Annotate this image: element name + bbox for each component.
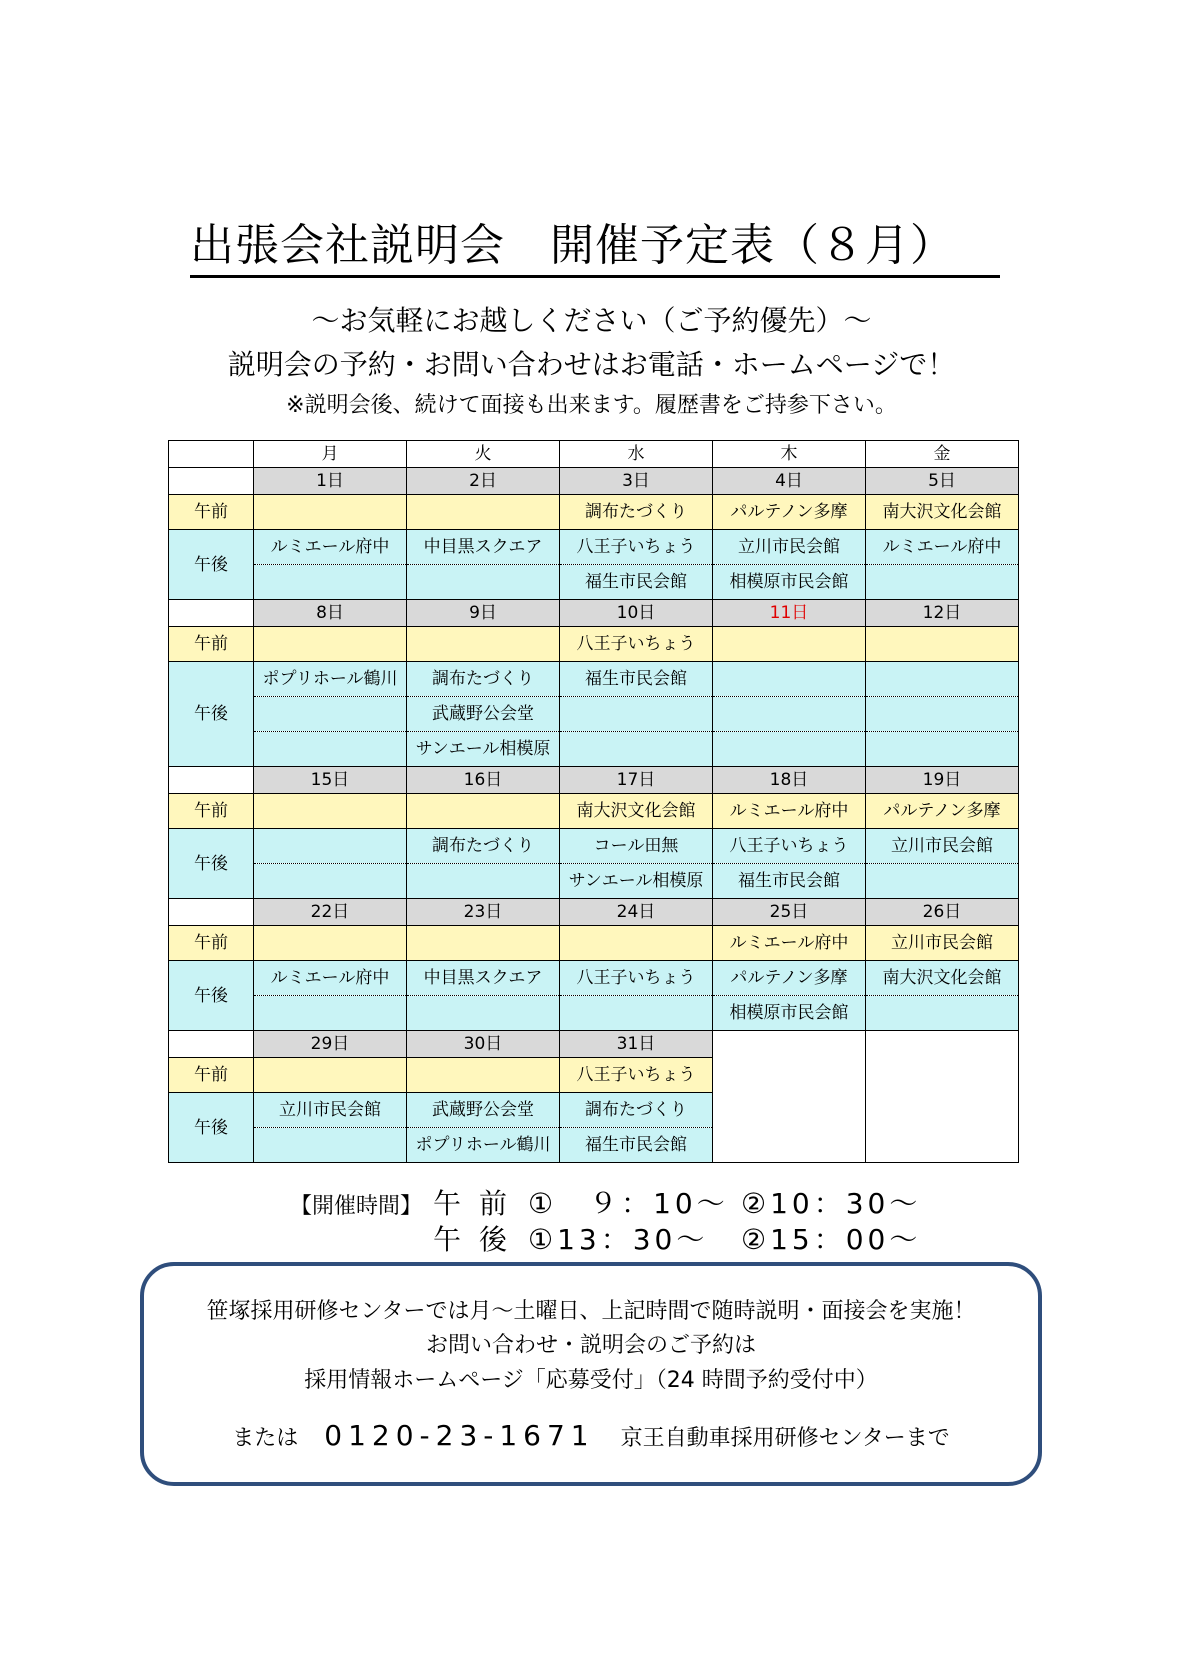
date-cell: 15日 bbox=[254, 767, 407, 794]
date-cell: 1日 bbox=[254, 468, 407, 495]
am-label: 午前 bbox=[169, 627, 254, 662]
pm-venue-cell bbox=[866, 732, 1019, 767]
am-venue-cell: 立川市民会館 bbox=[866, 926, 1019, 961]
pm-venue-cell bbox=[866, 864, 1019, 899]
pm-venue-cell: 相模原市民会館 bbox=[713, 565, 866, 600]
weekday-header-row bbox=[169, 441, 1019, 468]
pm-venue-cell bbox=[254, 864, 407, 899]
pm-venue-cell bbox=[560, 697, 713, 732]
date-cell: 3日 bbox=[560, 468, 713, 495]
pm-venue-cell: 調布たづくり bbox=[560, 1093, 713, 1128]
pm-venue-cell: コール田無 bbox=[560, 829, 713, 864]
info-box bbox=[140, 1262, 1042, 1486]
pm-venue-cell bbox=[713, 697, 866, 732]
pm-session-1: ①13：30～ bbox=[528, 1223, 709, 1256]
empty-cell bbox=[713, 1031, 866, 1163]
pm-row bbox=[169, 697, 1019, 732]
date-cell: 16日 bbox=[407, 767, 560, 794]
pm-venue-cell bbox=[866, 662, 1019, 697]
date-cell: 29日 bbox=[254, 1031, 407, 1058]
info-line-3: 採用情報ホームページ「応募受付」（24 時間予約受付中） bbox=[304, 1368, 878, 1393]
am-venue-cell: 調布たづくり bbox=[560, 495, 713, 530]
date-row bbox=[169, 1031, 1019, 1058]
pm-venue-cell bbox=[407, 565, 560, 600]
date-cell: 25日 bbox=[713, 899, 866, 926]
date-row-blank-cell bbox=[169, 899, 254, 926]
date-row bbox=[169, 767, 1019, 794]
date-cell: 17日 bbox=[560, 767, 713, 794]
schedule-table bbox=[168, 440, 1019, 1163]
date-cell: 11日 bbox=[713, 600, 866, 627]
pm-venue-cell bbox=[254, 732, 407, 767]
pm-venue-cell: パルテノン多摩 bbox=[713, 961, 866, 996]
session-times-pm bbox=[290, 1222, 921, 1258]
date-cell: 12日 bbox=[866, 600, 1019, 627]
pm-venue-cell: 八王子いちょう bbox=[560, 961, 713, 996]
pm-venue-cell: 八王子いちょう bbox=[560, 530, 713, 565]
am-venue-cell: ルミエール府中 bbox=[713, 794, 866, 829]
am-time-label: 午前 bbox=[433, 1187, 526, 1220]
am-venue-cell: 八王子いちょう bbox=[560, 627, 713, 662]
weekday-fri: 金 bbox=[866, 441, 1019, 468]
pm-venue-cell: サンエール相模原 bbox=[407, 732, 560, 767]
pm-label: 午後 bbox=[169, 1093, 254, 1163]
pm-venue-cell: 福生市民会館 bbox=[713, 864, 866, 899]
date-cell: 2日 bbox=[407, 468, 560, 495]
weekday-wed: 水 bbox=[560, 441, 713, 468]
pm-venue-cell: ルミエール府中 bbox=[254, 961, 407, 996]
subtitle-invite: ～お気軽にお越しください（ご予約優先）～ bbox=[311, 304, 872, 337]
pm-venue-cell: 調布たづくり bbox=[407, 662, 560, 697]
pm-label: 午後 bbox=[169, 829, 254, 899]
am-session-1: ① ９：10～ bbox=[528, 1187, 729, 1220]
pm-venue-cell bbox=[254, 697, 407, 732]
am-venue-cell: 南大沢文化会館 bbox=[866, 495, 1019, 530]
date-cell: 26日 bbox=[866, 899, 1019, 926]
am-venue-cell: パルテノン多摩 bbox=[713, 495, 866, 530]
date-cell: 18日 bbox=[713, 767, 866, 794]
pm-venue-cell: 福生市民会館 bbox=[560, 662, 713, 697]
date-row bbox=[169, 468, 1019, 495]
am-venue-cell bbox=[560, 926, 713, 961]
pm-venue-cell bbox=[254, 996, 407, 1031]
pm-row bbox=[169, 864, 1019, 899]
date-cell: 4日 bbox=[713, 468, 866, 495]
pm-row bbox=[169, 961, 1019, 996]
date-row bbox=[169, 600, 1019, 627]
page-title: 出張会社説明会 開催予定表（８月） bbox=[190, 218, 1000, 278]
am-row bbox=[169, 794, 1019, 829]
pm-venue-cell bbox=[407, 996, 560, 1031]
date-row-blank-cell bbox=[169, 600, 254, 627]
pm-venue-cell bbox=[560, 996, 713, 1031]
pm-venue-cell: ルミエール府中 bbox=[254, 530, 407, 565]
pm-venue-cell bbox=[254, 829, 407, 864]
pm-venue-cell bbox=[866, 565, 1019, 600]
date-row-blank-cell bbox=[169, 767, 254, 794]
am-venue-cell bbox=[254, 627, 407, 662]
date-row bbox=[169, 899, 1019, 926]
am-venue-cell bbox=[407, 627, 560, 662]
am-venue-cell bbox=[407, 1058, 560, 1093]
info-phone-line bbox=[144, 1420, 1038, 1455]
date-cell: 19日 bbox=[866, 767, 1019, 794]
am-venue-cell bbox=[254, 926, 407, 961]
pm-venue-cell: 立川市民会館 bbox=[713, 530, 866, 565]
subtitle-contact: 説明会の予約・お問い合わせはお電話・ホームページで！ bbox=[227, 348, 956, 381]
interview-note: ※説明会後、続けて面接も出来ます。履歴書をご持参下さい。 bbox=[286, 393, 897, 418]
pm-venue-cell: 福生市民会館 bbox=[560, 1128, 713, 1163]
am-venue-cell bbox=[713, 627, 866, 662]
pm-session-2: ②15：00～ bbox=[741, 1223, 922, 1256]
am-venue-cell bbox=[407, 926, 560, 961]
date-cell: 31日 bbox=[560, 1031, 713, 1058]
pm-label: 午後 bbox=[169, 662, 254, 767]
empty-cell bbox=[866, 1031, 1019, 1163]
am-venue-cell: ルミエール府中 bbox=[713, 926, 866, 961]
pm-label: 午後 bbox=[169, 530, 254, 600]
am-row bbox=[169, 926, 1019, 961]
am-label: 午前 bbox=[169, 794, 254, 829]
pm-venue-cell: 立川市民会館 bbox=[254, 1093, 407, 1128]
session-times-am bbox=[290, 1186, 921, 1225]
pm-row bbox=[169, 565, 1019, 600]
am-venue-cell: 南大沢文化会館 bbox=[560, 794, 713, 829]
date-row-blank-cell bbox=[169, 1031, 254, 1058]
am-venue-cell bbox=[254, 794, 407, 829]
date-cell: 8日 bbox=[254, 600, 407, 627]
pm-row bbox=[169, 732, 1019, 767]
date-cell: 22日 bbox=[254, 899, 407, 926]
am-venue-cell bbox=[254, 495, 407, 530]
date-cell: 10日 bbox=[560, 600, 713, 627]
pm-venue-cell: サンエール相模原 bbox=[560, 864, 713, 899]
pm-venue-cell: 中目黒スクエア bbox=[407, 961, 560, 996]
pm-label: 午後 bbox=[169, 961, 254, 1031]
pm-venue-cell bbox=[254, 1128, 407, 1163]
weekday-mon: 月 bbox=[254, 441, 407, 468]
pm-venue-cell bbox=[560, 732, 713, 767]
session-times-label: 【開催時間】 bbox=[290, 1194, 423, 1219]
phone-number: 0120-23-1671 bbox=[324, 1419, 595, 1452]
date-cell: 9日 bbox=[407, 600, 560, 627]
am-session-2: ②10：30～ bbox=[741, 1187, 922, 1220]
pm-venue-cell: 調布たづくり bbox=[407, 829, 560, 864]
pm-venue-cell: ポプリホール鶴川 bbox=[254, 662, 407, 697]
pm-venue-cell bbox=[713, 732, 866, 767]
pm-venue-cell: 武蔵野公会堂 bbox=[407, 1093, 560, 1128]
pm-venue-cell bbox=[407, 864, 560, 899]
pm-venue-cell: 武蔵野公会堂 bbox=[407, 697, 560, 732]
am-label: 午前 bbox=[169, 1058, 254, 1093]
pm-venue-cell bbox=[866, 697, 1019, 732]
pm-venue-cell: ポプリホール鶴川 bbox=[407, 1128, 560, 1163]
info-line-2: お問い合わせ・説明会のご予約は bbox=[425, 1333, 756, 1358]
date-cell: 5日 bbox=[866, 468, 1019, 495]
pm-venue-cell: 立川市民会館 bbox=[866, 829, 1019, 864]
am-venue-cell bbox=[407, 495, 560, 530]
weekday-tue: 火 bbox=[407, 441, 560, 468]
pm-row bbox=[169, 829, 1019, 864]
info-line-1: 笹塚採用研修センターでは月～土曜日、上記時間で随時説明・面接会を実施！ bbox=[206, 1299, 976, 1324]
date-cell: 24日 bbox=[560, 899, 713, 926]
date-cell: 30日 bbox=[407, 1031, 560, 1058]
info-suffix: 京王自動車採用研修センターまで bbox=[620, 1426, 950, 1451]
pm-row bbox=[169, 996, 1019, 1031]
date-row-blank-cell bbox=[169, 468, 254, 495]
header-blank-cell bbox=[169, 441, 254, 468]
am-venue-cell: パルテノン多摩 bbox=[866, 794, 1019, 829]
pm-row bbox=[169, 662, 1019, 697]
am-label: 午前 bbox=[169, 926, 254, 961]
pm-venue-cell: ルミエール府中 bbox=[866, 530, 1019, 565]
am-venue-cell bbox=[866, 627, 1019, 662]
pm-venue-cell: 八王子いちょう bbox=[713, 829, 866, 864]
am-row bbox=[169, 495, 1019, 530]
am-venue-cell bbox=[407, 794, 560, 829]
info-prefix: または bbox=[232, 1426, 299, 1451]
pm-venue-cell bbox=[254, 565, 407, 600]
am-venue-cell bbox=[254, 1058, 407, 1093]
am-venue-cell: 八王子いちょう bbox=[560, 1058, 713, 1093]
pm-venue-cell: 南大沢文化会館 bbox=[866, 961, 1019, 996]
am-label: 午前 bbox=[169, 495, 254, 530]
pm-row bbox=[169, 530, 1019, 565]
pm-venue-cell: 中目黒スクエア bbox=[407, 530, 560, 565]
am-row bbox=[169, 627, 1019, 662]
pm-venue-cell: 相模原市民会館 bbox=[713, 996, 866, 1031]
date-cell: 23日 bbox=[407, 899, 560, 926]
pm-venue-cell: 福生市民会館 bbox=[560, 565, 713, 600]
pm-venue-cell bbox=[866, 996, 1019, 1031]
weekday-thu: 木 bbox=[713, 441, 866, 468]
pm-time-label: 午後 bbox=[433, 1223, 526, 1256]
pm-venue-cell bbox=[713, 662, 866, 697]
